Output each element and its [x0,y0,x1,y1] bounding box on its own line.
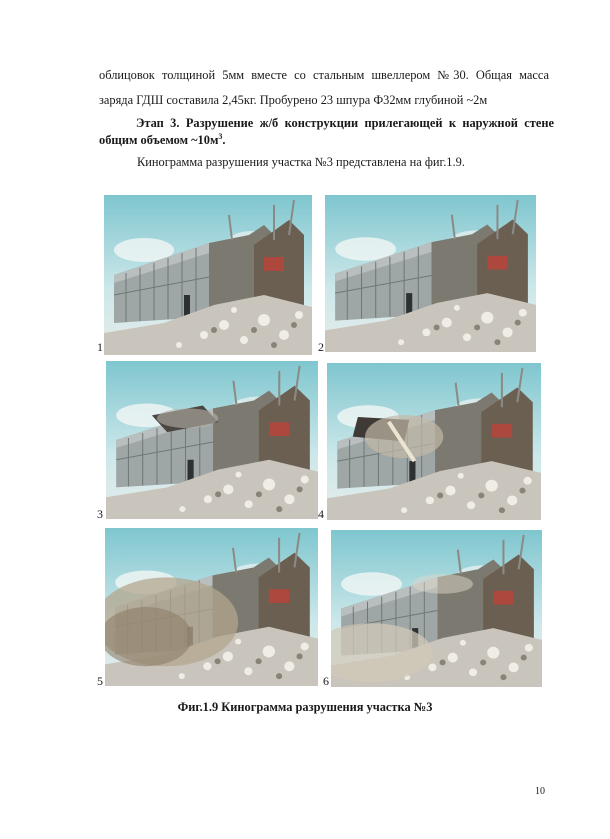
photo-frame-5 [105,528,318,686]
figure-caption: Фиг.1.9 Кинограмма разрушения участка №3 [177,700,433,714]
paragraph-line-1: облицовок толщиной 5мм вместе со стальным швеллером №30. Общая масса [99,68,549,82]
cubic-superscript: 3 [218,132,223,141]
frame-number-3: 3 [97,507,103,521]
frame-number-5: 5 [97,674,103,688]
intro-sentence: Кинограмма разрушения участка №3 представлена на фиг.1.9. [137,155,465,169]
photo-frame-4 [327,363,541,520]
frame-number-1: 1 [97,340,103,354]
stage-heading [99,116,554,147]
frame-number-6: 6 [323,674,329,688]
photo-frame-6 [331,530,542,687]
page-number: 10 [535,786,545,797]
photo-frame-3 [106,361,318,519]
stage-heading-line-1: Этап 3. Разрушение ж/б конструкции прилегающей к наружной стене [136,116,554,130]
stage-heading-line-2: общим объемом ~10м [99,133,219,148]
photo-frame-2 [325,195,536,352]
photo-frame-1 [104,195,312,355]
stage-heading-suffix: . [222,133,226,148]
paragraph-line-2: заряда ГДШ составила 2,45кг. Пробурено 23 шпура Ф32мм глубиной ~2м [99,93,488,107]
frame-number-4: 4 [318,507,324,521]
frame-number-2: 2 [318,340,324,354]
